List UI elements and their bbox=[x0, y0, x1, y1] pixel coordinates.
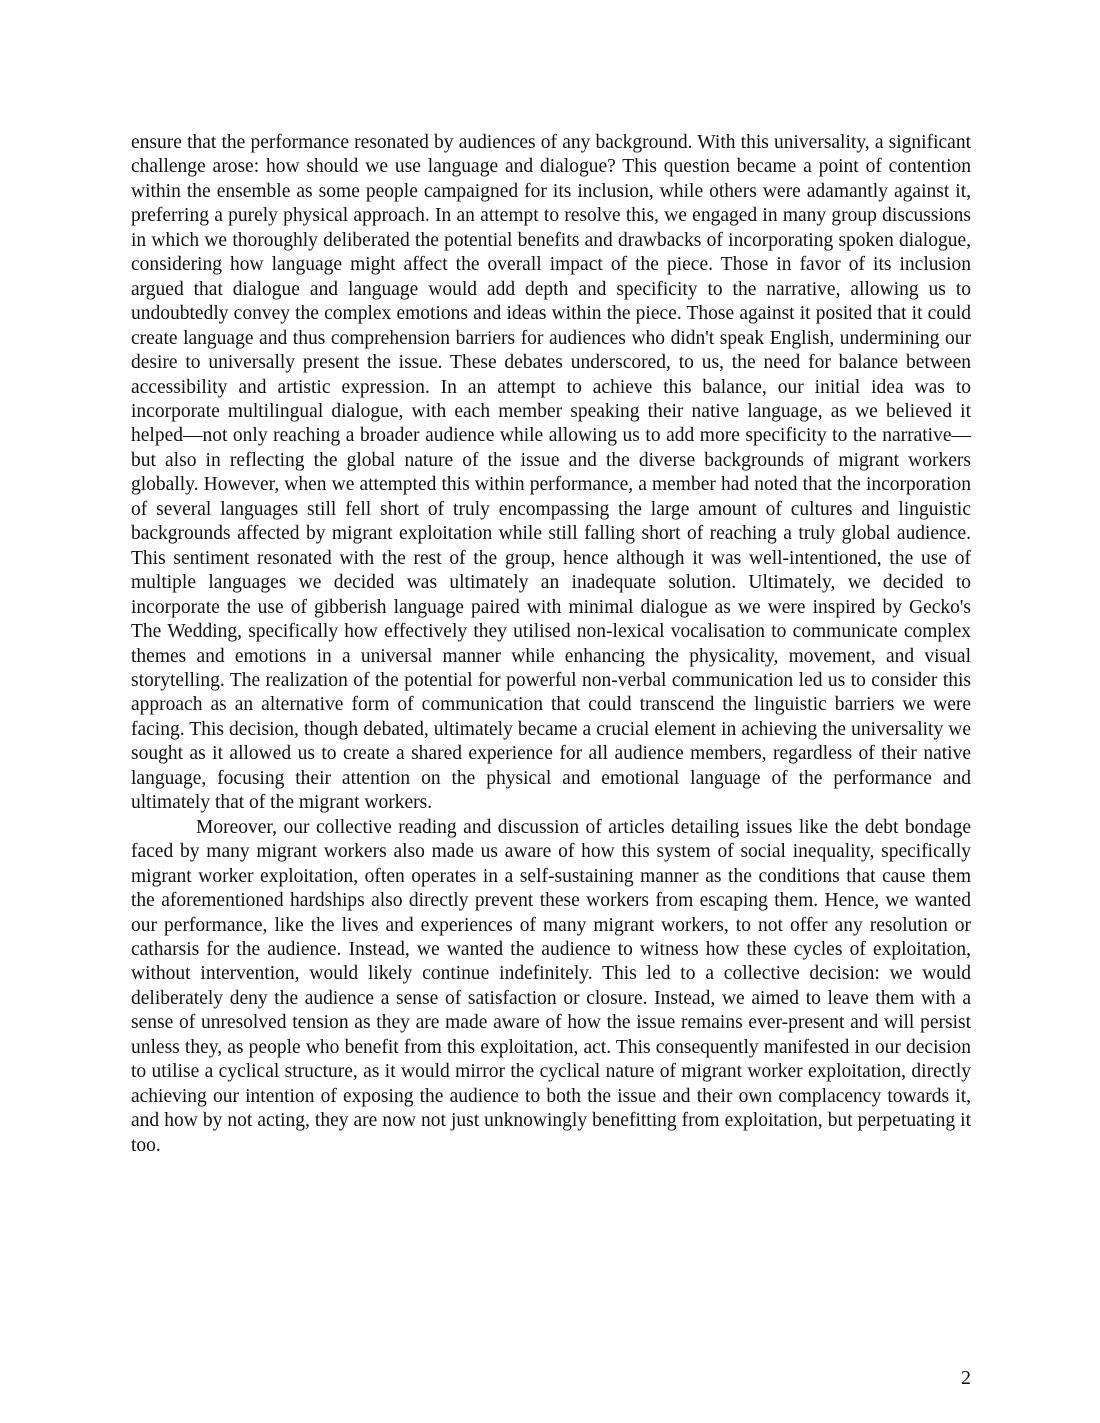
paragraph-2: Moreover, our collective reading and discussion of articles detailing issues like the debt bondage faced by many migrant workers also made us aware of how this system of social inequality, specifically migrant worker exploitation, often operates in a self-sustaining manner as the conditions that cause them the aforementioned hardships also directly prevent these workers from escaping them. Hence, we wanted our performance, like the lives and experiences of many migrant workers, to not offer any resolution or catharsis for the audience. Instead, we wanted the audience to witness how these cycles of exploitation, without intervention, would likely continue indefinitely. This led to a collective decision: we would deliberately deny the audience a sense of satisfaction or closure. Instead, we aimed to leave them with a sense of unresolved tension as they are made aware of how the issue remains ever-present and will persist unless they, as people who benefit from this exploitation, act. This consequently manifested in our decision to utilise a cyclical structure, as it would mirror the cyclical nature of migrant worker exploitation, directly achieving our intention of exposing the audience to both the issue and their own complacency towards it, and how by not acting, they are now not just unknowingly benefitting from exploitation, but perpetuating it too. bbox=[131, 816, 971, 1156]
page-number: 2 bbox=[961, 1367, 971, 1389]
body-text bbox=[131, 131, 971, 1158]
paragraph-1: ensure that the performance resonated by audiences of any background. With this universality, a significant challenge arose: how should we use language and dialogue? This question became a point of contention within the ensemble as some people campaigned for its inclusion, while others were adamantly against it, preferring a purely physical approach. In an attempt to resolve this, we engaged in many group discussions in which we thoroughly deliberated the potential benefits and drawbacks of incorporating spoken dialogue, considering how language might affect the overall impact of the piece. Those in favor of its inclusion argued that dialogue and language would add depth and specificity to the narrative, allowing us to undoubtedly convey the complex emotions and ideas within the piece. Those against it posited that it could create language and thus comprehension barriers for audiences who didn't speak English, undermining our desire to universally present the issue. These debates underscored, to us, the need for balance between accessibility and artistic expression. In an attempt to achieve this balance, our initial idea was to incorporate multilingual dialogue, with each member speaking their native language, as we believed it helped—not only reaching a broader audience while allowing us to add more specificity to the narrative—but also in reflecting the global nature of the issue and the diverse backgrounds of migrant workers globally. However, when we attempted this within performance, a member had noted that the incorporation of several languages still fell short of truly encompassing the large amount of cultures and linguistic backgrounds affected by migrant exploitation while still falling short of reaching a truly global audience. This sentiment resonated with the rest of the group, hence although it was well-intentioned, the use of multiple languages we decided was ultimately an inadequate solution. Ultimately, we decided to incorporate the use of gibberish language paired with minimal dialogue as we were inspired by Gecko's The Wedding, specifically how effectively they utilised non-lexical vocalisation to communicate complex themes and emotions in a universal manner while enhancing the physicality, movement, and visual storytelling. The realization of the potential for powerful non-verbal communication led us to consider this approach as an alternative form of communication that could transcend the linguistic barriers we were facing. This decision, though debated, ultimately became a crucial element in achieving the universality we sought as it allowed us to create a shared experience for all audience members, regardless of their native language, focusing their attention on the physical and emotional language of the performance and ultimately that of the migrant workers. bbox=[131, 132, 971, 814]
